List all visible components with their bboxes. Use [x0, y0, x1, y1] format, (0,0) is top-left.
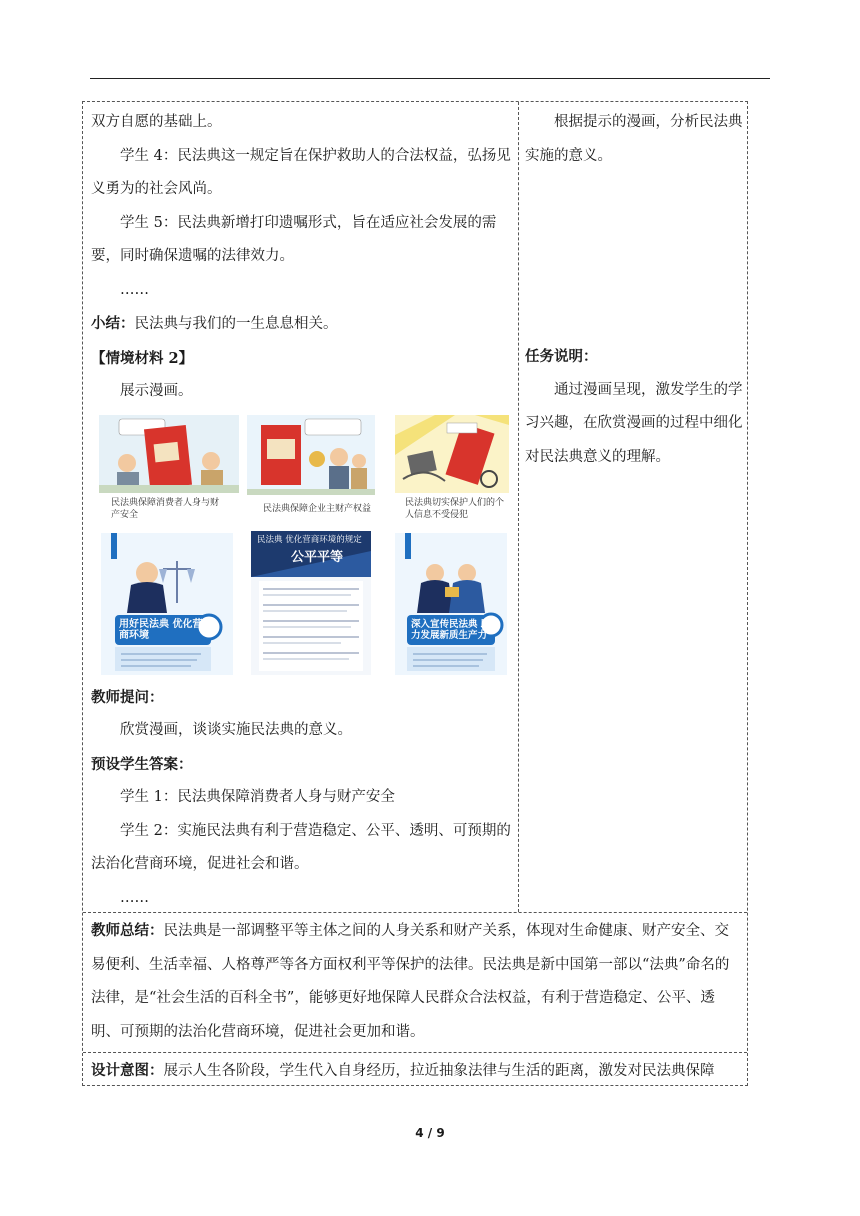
task-description-text: 通过漫画呈现，激发学生的学习兴趣，在欣赏漫画的过程中细化对民法典意义的理解。 — [525, 381, 743, 465]
comic-personal-info-caption: 民法典切实保护人们的个人信息不受侵犯 — [405, 497, 505, 520]
summary-line — [91, 307, 511, 342]
design-intent — [91, 1054, 741, 1089]
teacher-summary-label: 教师总结： — [91, 922, 164, 939]
design-intent-text: 展示人生各阶段，学生代入自身经历，拉近抽象法律与生活的距离，激发对民法典保障 — [163, 1063, 715, 1079]
answer-student-2: 学生 2：实施民法典有利于营造稳定、公平、透明、可预期的法治化营商环境，促进社会和谐。 — [91, 822, 511, 872]
right-column — [525, 106, 743, 474]
comic-personal-info-illustration — [395, 415, 509, 493]
column-divider — [518, 102, 519, 912]
ellipsis: …… — [120, 281, 149, 298]
row-divider — [83, 912, 747, 913]
left-column — [91, 106, 511, 915]
poster-new-productivity-illustration — [395, 533, 507, 675]
material-heading: 【情境材料 2】 — [91, 349, 194, 367]
summary-label: 小结： — [91, 315, 135, 332]
right-spacer — [525, 173, 743, 340]
student-4-text: 学生 4：民法典这一规定旨在保护救助人的合法权益，弘扬见义勇为的社会风尚。 — [91, 147, 511, 197]
poster-optimize-business — [101, 533, 233, 675]
poster-optimize-title: 用好民法典 优化营商环境 — [119, 618, 203, 641]
student-5-text: 学生 5：民法典新增打印遗嘱形式，旨在适应社会发展的需要，同时确保遗嘱的法律效力。 — [91, 214, 497, 264]
summary-text: 民法典与我们的一生息息相关。 — [134, 316, 338, 332]
ellipsis: …… — [120, 889, 149, 906]
teacher-question-label: 教师提问： — [91, 688, 164, 706]
task-description-label: 任务说明： — [525, 348, 598, 365]
comic-enterprise-property — [247, 415, 375, 523]
poster-new-productivity — [395, 533, 507, 675]
comic-personal-info — [395, 415, 509, 523]
comic-consumer-safety — [99, 415, 239, 523]
teacher-summary — [91, 914, 741, 1049]
poster-optimize-illustration — [101, 533, 233, 675]
row-divider — [83, 1052, 747, 1053]
poster-fair-equal-header: 民法典 优化营商环境的规定 — [257, 534, 362, 545]
teacher-question-text: 欣赏漫画，谈谈实施民法典的意义。 — [120, 722, 352, 738]
comic-enterprise-illustration — [247, 415, 375, 495]
preset-answers-label: 预设学生答案： — [91, 755, 193, 773]
left-text-p1: 双方自愿的基础上。 — [91, 114, 222, 130]
poster-new-productivity-title: 深入宣传民法典 助力发展新质生产力 — [411, 618, 491, 641]
comic-consumer-caption: 民法典保障消费者人身与财产安全 — [111, 497, 220, 520]
answer-student-1: 学生 1：民法典保障消费者人身与财产安全 — [120, 789, 395, 805]
poster-fair-equal — [251, 531, 371, 675]
right-prompt-text: 根据提示的漫画，分析民法典实施的意义。 — [525, 114, 743, 164]
header-rule — [90, 78, 770, 79]
show-comics-text: 展示漫画。 — [120, 383, 193, 399]
comic-enterprise-caption: 民法典保障企业主财产权益 — [263, 503, 372, 514]
lesson-table — [82, 101, 748, 1086]
comic-grid — [99, 415, 509, 677]
poster-fair-equal-title: 公平平等 — [291, 549, 344, 565]
comic-consumer-illustration — [99, 415, 239, 493]
teacher-summary-text: 民法典是一部调整平等主体之间的人身关系和财产关系，体现对生命健康、财产安全、交易便利、生活幸福、人格尊严等各方面权利平等保护的法律。民法典是新中国第一部以“法典”命名的法律，是“社会生活的百科全书”，能够更好地保障人民群众合法权益，有利于营造稳定、公平、透明、可预期的法治化营商环境，促进社会更加和谐。 — [91, 923, 730, 1040]
design-intent-label: 设计意图： — [91, 1062, 164, 1079]
page-number: 4 / 9 — [415, 1126, 445, 1140]
